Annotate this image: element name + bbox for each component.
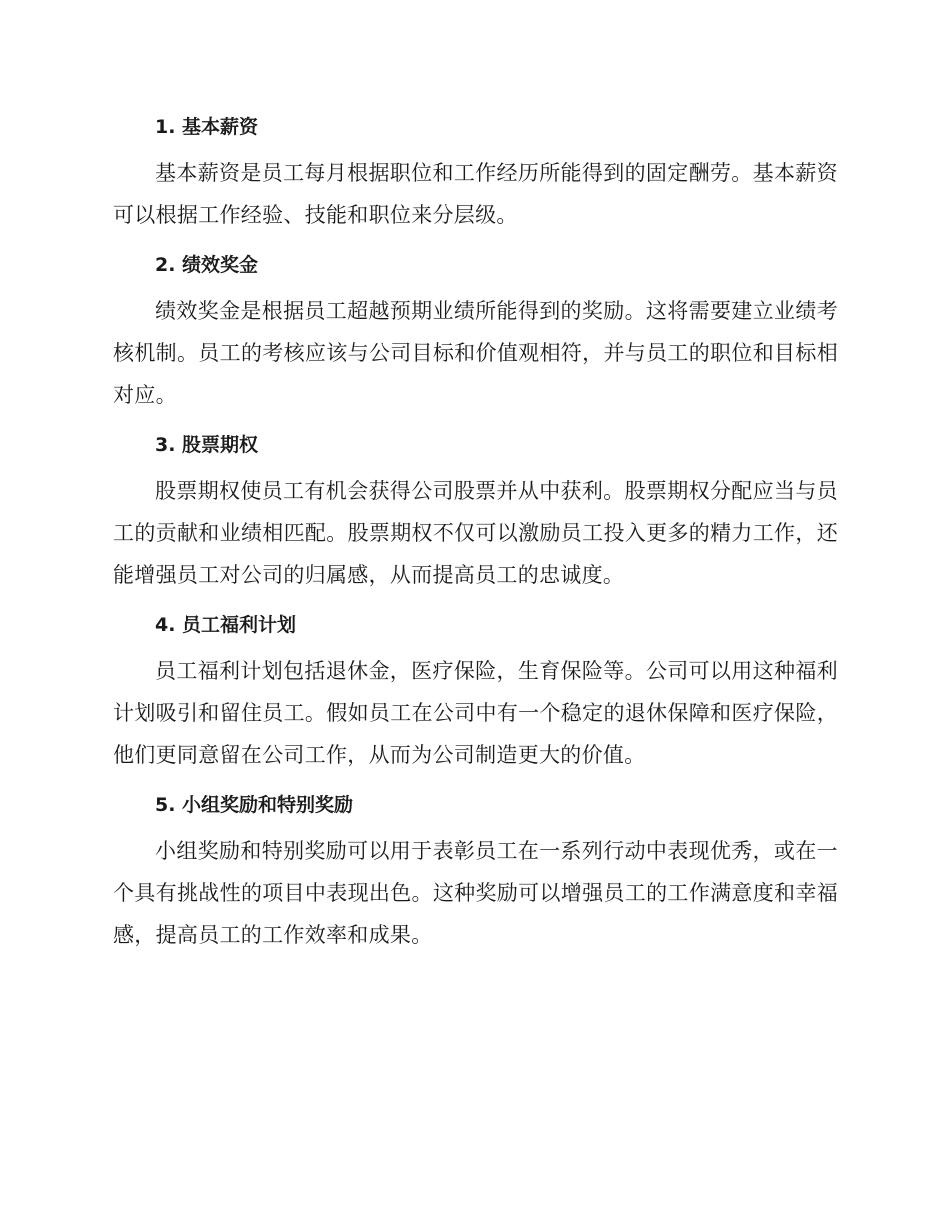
- section-body: 绩效奖金是根据员工超越预期业绩所能得到的奖励。这将需要建立业绩考核机制。员工的考核应该与公司目标和价值观相符，并与员工的职位和目标相对应。: [113, 299, 838, 407]
- section-body: 小组奖励和特别奖励可以用于表彰员工在一系列行动中表现优秀，或在一个具有挑战性的项目中表现出色。这种奖励可以增强员工的工作满意度和幸福感，提高员工的工作效率和成果。: [113, 839, 838, 947]
- section-body: 基本薪资是员工每月根据职位和工作经历所能得到的固定酬劳。基本薪资可以根据工作经验、技能和职位来分层级。: [113, 161, 838, 227]
- section-heading: 4. 员工福利计划: [155, 614, 297, 636]
- section-heading: 5. 小组奖励和特别奖励: [155, 794, 354, 816]
- section-heading: 3. 股票期权: [155, 434, 259, 456]
- section-performance-bonus: [113, 246, 838, 416]
- section-heading: 2. 绩效奖金: [155, 254, 259, 276]
- section-heading: 1. 基本薪资: [155, 116, 259, 138]
- document-page: [113, 108, 838, 966]
- section-stock-options: [113, 426, 838, 596]
- section-body: 股票期权使员工有机会获得公司股票并从中获利。股票期权分配应当与员工的贡献和业绩相匹配。股票期权不仅可以激励员工投入更多的精力工作，还能增强员工对公司的归属感，从而提高员工的忠诚度。: [113, 479, 838, 587]
- section-basic-salary: [113, 108, 838, 236]
- section-body: 员工福利计划包括退休金，医疗保险，生育保险等。公司可以用这种福利计划吸引和留住员工。假如员工在公司中有一个稳定的退休保障和医疗保险，他们更同意留在公司工作，从而为公司制造更大的价值。: [113, 659, 838, 767]
- section-team-special-awards: [113, 786, 838, 956]
- section-employee-benefits: [113, 606, 838, 776]
